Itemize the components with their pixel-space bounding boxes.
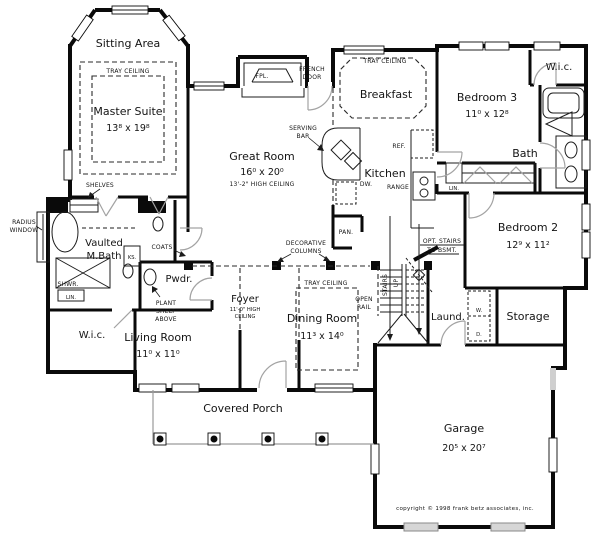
linen-closet xyxy=(446,163,462,183)
label-master-tray: TRAY CEILING xyxy=(106,68,150,75)
label-pan: PAN. xyxy=(338,229,354,236)
master-bath-fixtures xyxy=(37,199,163,301)
closet-bifold-doors xyxy=(464,167,532,183)
range xyxy=(413,172,435,200)
label-mbath-1: Vaulted xyxy=(85,238,123,249)
label-lin-mbath: LIN. xyxy=(66,295,76,301)
label-covered-porch: Covered Porch xyxy=(203,402,283,415)
label-radius-window-2: WINDOW xyxy=(9,227,39,234)
label-foyer-ceiling-1: 11'-0" HIGH xyxy=(229,307,261,313)
dims-garage: 20⁵ x 20⁷ xyxy=(442,443,486,454)
label-dining-tray: TRAY CEILING xyxy=(304,280,348,287)
label-bath: Bath xyxy=(512,147,538,160)
label-stairs: STAIRS xyxy=(382,273,389,297)
label-master-suite: Master Suite xyxy=(93,105,163,118)
label-plant-3: ABOVE xyxy=(155,316,177,323)
label-dw: DW. xyxy=(359,181,373,188)
label-shelves: SHELVES xyxy=(86,182,114,189)
corner-sink xyxy=(546,112,572,136)
label-plant-1: PLANT xyxy=(155,300,177,307)
label-bedroom3: Bedroom 3 xyxy=(456,91,518,104)
label-dryer: D. xyxy=(476,332,482,338)
tray-ceiling-dining xyxy=(296,288,358,370)
label-washer: W. xyxy=(475,308,483,314)
label-storage: Storage xyxy=(506,310,550,323)
label-serving-bar-1: SERVING xyxy=(289,125,317,132)
label-french-door-1: FRENCH xyxy=(299,66,325,73)
label-bedroom2: Bedroom 2 xyxy=(497,221,559,234)
label-foyer-ceiling-2: CEILING xyxy=(234,314,256,320)
stairs xyxy=(378,216,464,343)
label-wic-upper: W.i.c. xyxy=(545,62,573,73)
label-plant-2: SHELF xyxy=(156,308,176,315)
dims-great-room: 16⁰ x 20⁰ xyxy=(240,167,284,178)
label-mbath-2: M.Bath xyxy=(86,251,122,262)
label-laundry: Laund. xyxy=(431,312,465,323)
labels xyxy=(10,37,573,512)
label-ref: REF. xyxy=(392,143,406,150)
dims-living-room: 11⁰ x 11⁰ xyxy=(136,349,180,360)
vanity xyxy=(556,136,586,188)
label-kitchen: Kitchen xyxy=(364,167,406,180)
dims-bedroom3: 11⁰ x 12⁸ xyxy=(465,109,509,120)
label-opt-stairs-1: OPT. STAIRS xyxy=(422,238,462,245)
toilet xyxy=(153,217,163,231)
dims-dining-room: 11³ x 14⁰ xyxy=(300,331,344,342)
label-decorative-1: DECORATIVE xyxy=(285,240,327,247)
label-living-room: Living Room xyxy=(124,331,192,344)
label-serving-bar-2: BAR xyxy=(296,133,310,140)
label-up: UP xyxy=(393,278,400,288)
bedroom2-door xyxy=(469,193,494,218)
label-powder: Pwdr. xyxy=(165,274,193,285)
label-sitting-area: Sitting Area xyxy=(95,37,161,50)
label-opt-stairs-2: TO BSMT. xyxy=(427,247,457,254)
label-fireplace: FPL. xyxy=(255,73,269,80)
porch-columns xyxy=(154,433,328,445)
label-great-room: Great Room xyxy=(229,150,295,163)
laundry-door xyxy=(441,321,465,345)
label-range: RANGE xyxy=(387,184,409,191)
copyright-text: copyright © 1998 frank betz associates, inc. xyxy=(396,506,534,512)
label-garage: Garage xyxy=(443,422,485,435)
fireplace xyxy=(242,63,304,97)
garage-door xyxy=(404,523,438,531)
label-open-rail-2: RAIL xyxy=(357,304,371,311)
tub xyxy=(52,212,78,252)
label-dining-room: Dining Room xyxy=(286,312,358,325)
dishwasher xyxy=(336,182,356,204)
label-open-rail-1: OPEN xyxy=(355,296,373,303)
coats-door xyxy=(180,228,202,250)
label-breakfast: Breakfast xyxy=(359,88,413,101)
label-ks: KS. xyxy=(127,255,137,261)
label-radius-window-1: RADIUS xyxy=(12,219,36,226)
front-door xyxy=(259,361,286,388)
label-decorative-2: COLUMNS xyxy=(290,248,322,255)
covered-porch-structure xyxy=(153,390,374,445)
bath-door xyxy=(540,143,565,168)
open-floor-lines xyxy=(192,88,378,338)
label-wic-lower: W.i.c. xyxy=(78,330,106,341)
powder-sink xyxy=(144,269,156,285)
label-breakfast-tray: TRAY CEILING xyxy=(363,58,407,65)
dims-bedroom2: 12⁹ x 11² xyxy=(506,240,550,251)
label-foyer: Foyer xyxy=(231,294,259,305)
dims-master-suite: 13⁸ x 19⁸ xyxy=(106,123,150,134)
tray-ceiling-master xyxy=(80,62,176,174)
label-lin-hall: LIN. xyxy=(449,186,459,192)
label-french-door-2: DOOR xyxy=(302,74,322,81)
refrigerator xyxy=(411,130,433,158)
label-shwr: SHWR. xyxy=(57,281,79,288)
label-great-room-ceiling: 13'-2" HIGH CEILING xyxy=(229,181,295,188)
garage-door xyxy=(491,523,525,531)
label-coats: COATS xyxy=(151,244,173,251)
